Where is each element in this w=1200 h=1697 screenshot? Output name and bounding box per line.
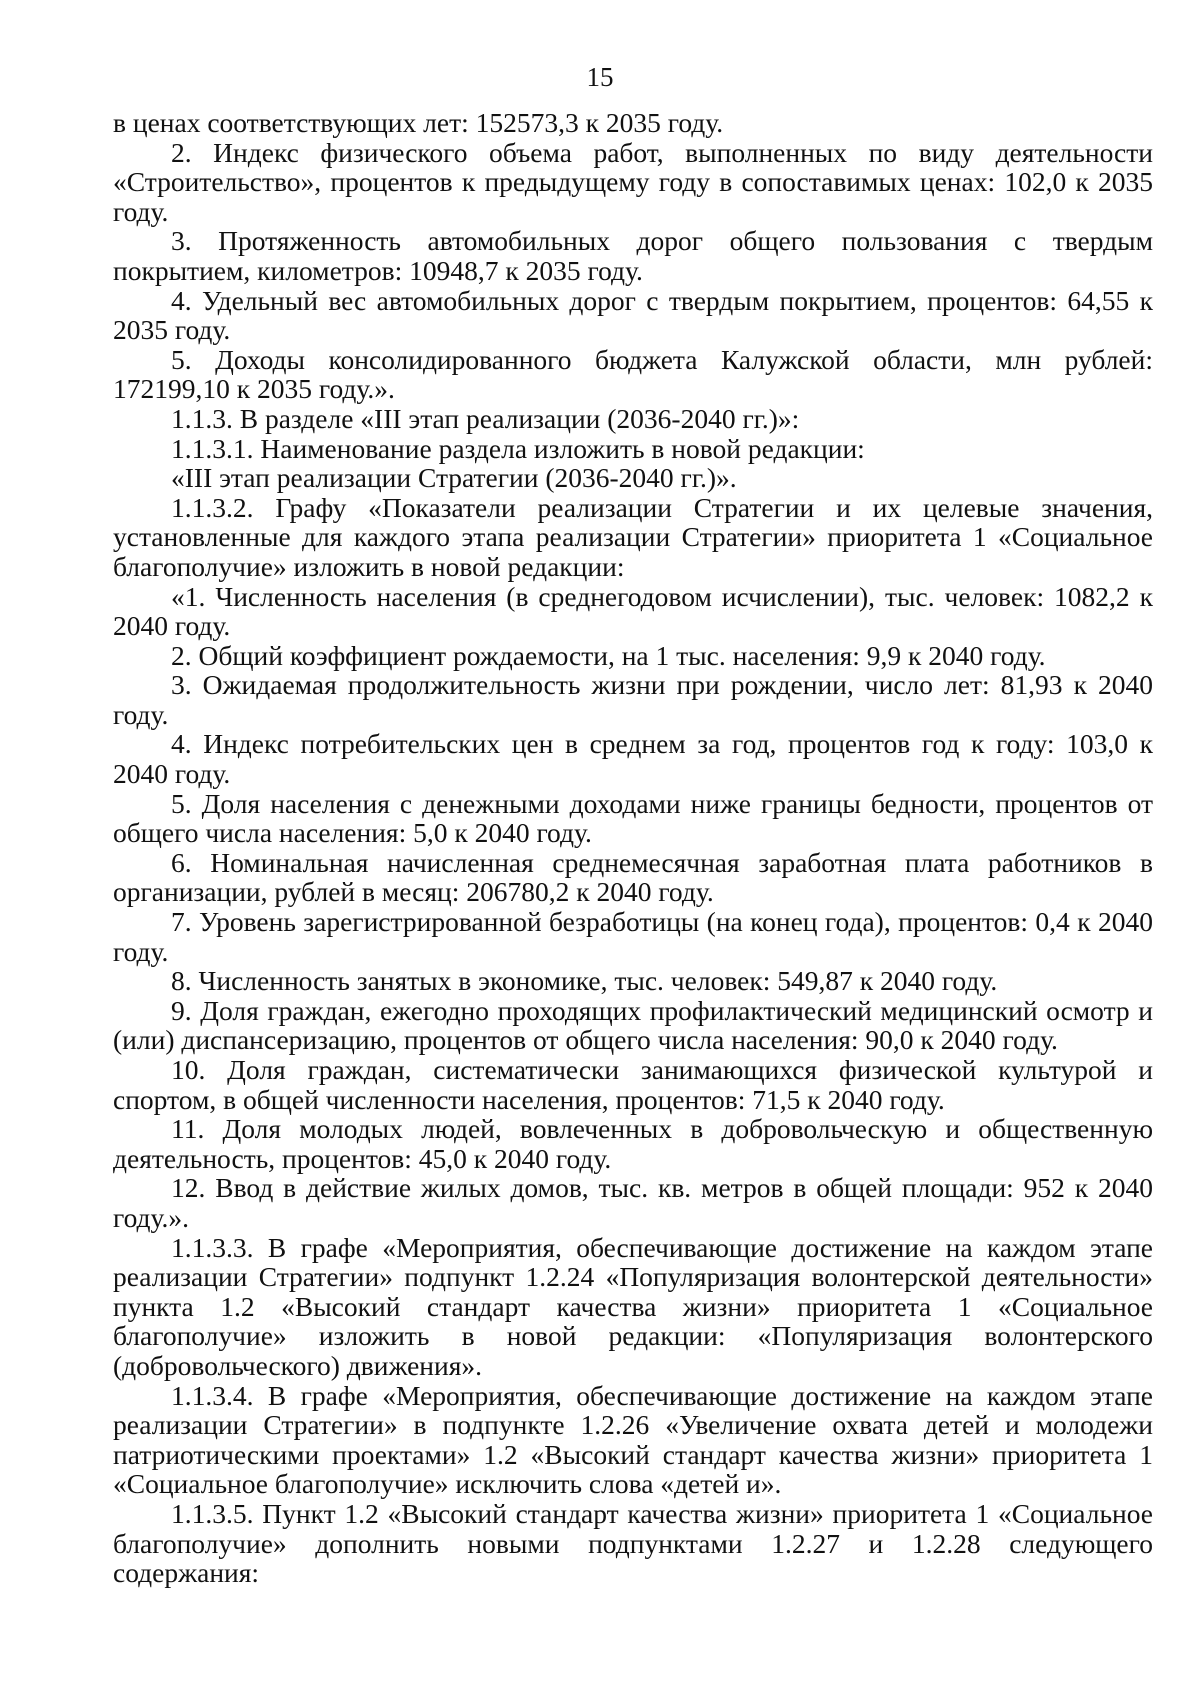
paragraph: 2. Общий коэффициент рождаемости, на 1 тыс. населения: 9,9 к 2040 году.: [171, 639, 1046, 671]
paragraph: 1.1.3.2. Графу «Показатели реализации Стратегии и их целевые значения, установленные для каждого этапа реализации Стратегии» приоритета 1 «Социальное благополучие» изложить в новой редакции:: [113, 491, 1153, 582]
paragraph: 3. Ожидаемая продолжительность жизни при рождении, число лет: 81,93 к 2040 году.: [113, 669, 1153, 730]
paragraph: 12. Ввод в действие жилых домов, тыс. кв. метров в общей площади: 952 к 2040 году.».: [113, 1172, 1153, 1233]
paragraph: 6. Номинальная начисленная среднемесячная заработная плата работников в организации, рублей в месяц: 206780,2 к 2040 году.: [113, 846, 1153, 908]
paragraph: 9. Доля граждан, ежегодно проходящих профилактический медицинский осмотр и (или) диспансеризацию, процентов от общего числа населения: 90,0 к 2040 году.: [113, 994, 1153, 1056]
paragraph: 2. Индекс физического объема работ, выполненных по виду деятельности «Строительство», процентов к предыдущему году в сопоставимых ценах: 102,0 к 2035 году.: [113, 136, 1153, 227]
paragraph: 8. Численность занятых в экономике, тыс. человек: 549,87 к 2040 году.: [171, 965, 998, 997]
page-number: 15: [586, 62, 614, 92]
paragraph: 1.1.3.5. Пункт 1.2 «Высокий стандарт качества жизни» приоритета 1 «Социальное благополучие» дополнить новыми подпунктами 1.2.27 и 1.2.28 следующего содержания:: [113, 1497, 1153, 1589]
paragraph: 5. Доходы консолидированного бюджета Калужской области, млн рублей: 172199,10 к 2035 году.».: [113, 343, 1153, 405]
paragraph: 1.1.3.1. Наименование раздела изложить в новой редакции:: [171, 432, 865, 464]
paragraph: «1. Численность населения (в среднегодовом исчислении), тыс. человек: 1082,2 к 2040 году.: [113, 580, 1153, 642]
paragraph: 4. Индекс потребительских цен в среднем за год, процентов год к году: 103,0 к 2040 году.: [113, 728, 1153, 790]
paragraph: 11. Доля молодых людей, вовлеченных в добровольческую и общественную деятельность, процентов: 45,0 к 2040 году.: [113, 1113, 1153, 1174]
paragraph: 1.1.3. В разделе «III этап реализации (2036-2040 гг.)»:: [171, 402, 800, 434]
paragraph: 1.1.3.4. В графе «Мероприятия, обеспечивающие достижение на каждом этапе реализации Стратегии» в подпункте 1.2.26 «Увеличение охвата детей и молодежи патриотическими проектами» 1.2 «Высокий стандарт качества жизни» приоритета 1 «Социальное благополучие» исключить слова «детей и».: [113, 1379, 1153, 1500]
paragraph: 7. Уровень зарегистрированной безработицы (на конец года), процентов: 0,4 к 2040 году.: [113, 906, 1153, 967]
document-body: [113, 108, 1153, 1588]
paragraph: «III этап реализации Стратегии (2036-2040 гг.)».: [171, 462, 737, 494]
paragraph: 10. Доля граждан, систематически занимающихся физической культурой и спортом, в общей численности населения, процентов: 71,5 к 2040 году.: [113, 1054, 1153, 1115]
paragraph: 1.1.3.3. В графе «Мероприятия, обеспечивающие достижение на каждом этапе реализации Стратегии» подпункт 1.2.24 «Популяризация волонтерской деятельности» пункта 1.2 «Высокий стандарт качества жизни» приоритета 1 «Социальное благополучие» изложить в новой редакции: «Популяризация волонтерского (добровольческого) движения».: [113, 1231, 1153, 1381]
paragraph: 5. Доля населения с денежными доходами ниже границы бедности, процентов от общего числа населения: 5,0 к 2040 году.: [113, 787, 1153, 849]
paragraph: в ценах соответствующих лет: 152573,3 к 2035 году.: [113, 107, 724, 138]
paragraph: 3. Протяженность автомобильных дорог общего пользования с твердым покрытием, километров: 10948,7 к 2035 году.: [113, 225, 1153, 286]
paragraph: 4. Удельный вес автомобильных дорог с твердым покрытием, процентов: 64,55 к 2035 году.: [113, 284, 1153, 346]
